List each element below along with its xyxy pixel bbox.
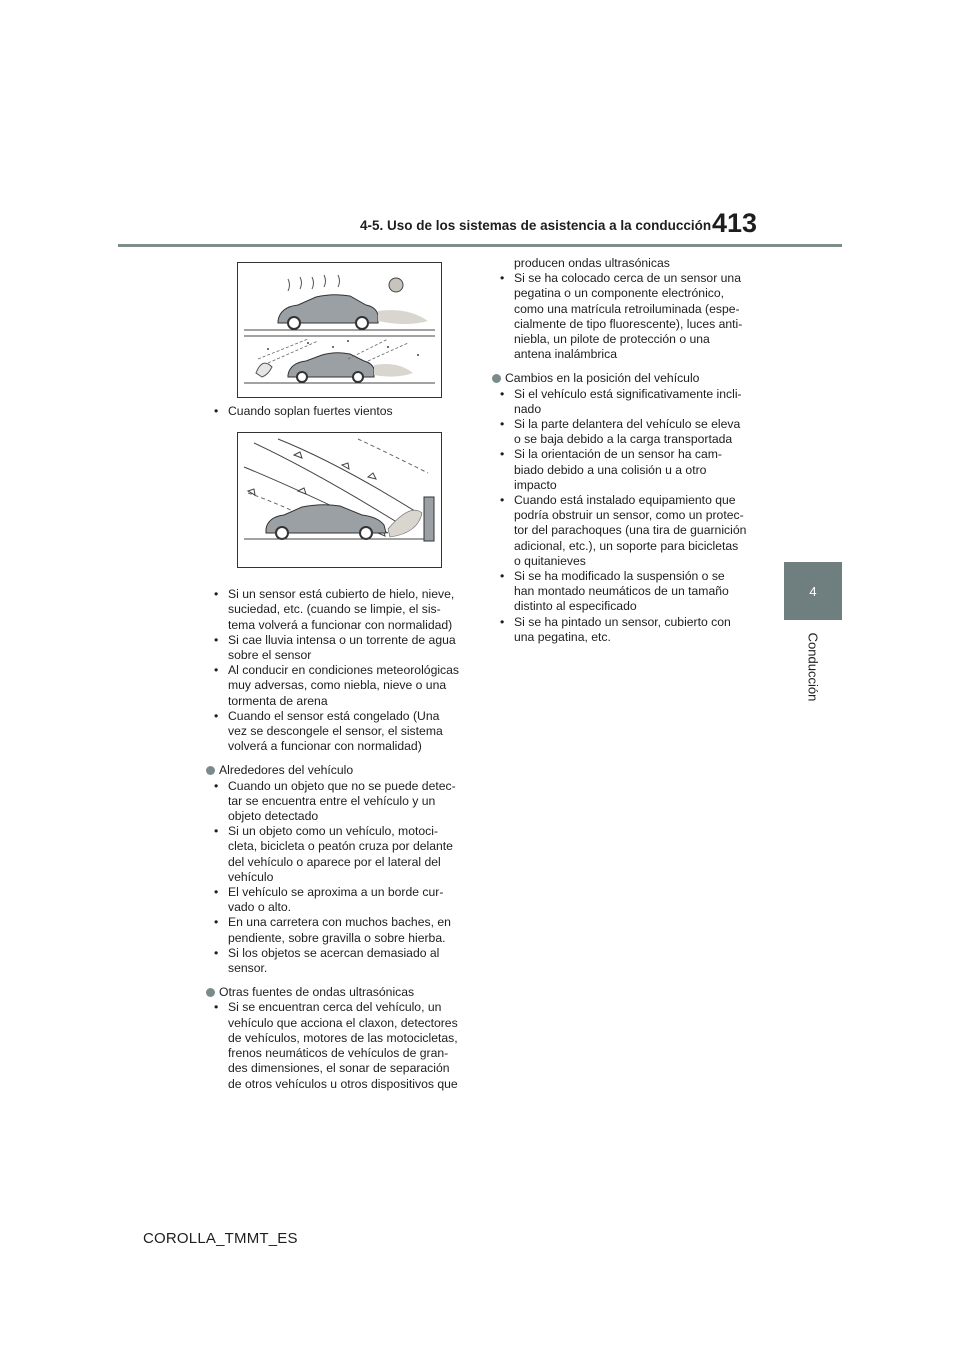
list-item-continuation: vehículo que acciona el claxon, detectores — [228, 1015, 458, 1030]
list-item-continuation: frenos neumáticos de vehículos de gran- — [228, 1046, 449, 1061]
list-item: • Cuando un objeto que no se puede detec- — [206, 779, 468, 794]
list-item: • Cuando el sensor está congelado (Una — [206, 709, 468, 724]
list-item-continuation: cleta, bicicleta o peatón cruza por delante — [228, 839, 453, 854]
chapter-tab[interactable] — [784, 562, 842, 620]
list-item-continuation: impacto — [514, 477, 557, 492]
list-item: • Si se encuentran cerca del vehículo, un — [206, 1000, 468, 1015]
list-item: • Al conducir en condiciones meteorológicas — [206, 663, 468, 678]
list-item-continuation: o quitanieves — [514, 553, 586, 568]
document-code: COROLLA_TMMT_ES — [143, 1230, 298, 1247]
list-item-continuation: del vehículo o aparece por el lateral del — [228, 854, 441, 869]
list-item: • Si se ha modificado la suspensión o se — [492, 569, 754, 584]
list-item-continuation: nado — [514, 401, 542, 416]
list-item: • Si los objetos se acercan demasiado al — [206, 946, 468, 961]
list-item-continuation: cialmente de tipo fluorescente), luces anti- — [514, 316, 743, 331]
list-item: • Si se ha pintado un sensor, cubierto con — [492, 615, 754, 630]
list-item-continuation: sensor. — [228, 961, 268, 976]
figure-spacer — [206, 419, 468, 587]
car-snow-fog-illustration — [238, 263, 441, 397]
list-item-continuation: de vehículos, motores de las motocicletas, — [228, 1030, 458, 1045]
list-item-continuation: niebla, un pilote de protección o una — [514, 332, 710, 347]
page-number: 413 — [712, 208, 758, 238]
chapter-label: Conducción — [805, 632, 821, 702]
list-item-continuation: vehículo — [228, 869, 274, 884]
list-item: • Si el vehículo está significativamente incli- — [492, 387, 754, 402]
list-item-continuation: vez se descongele el sensor, el sistema — [228, 724, 443, 739]
list-item: • Si un sensor está cubierto de hielo, nieve, suciedad, etc. (cuando se limpie, el sis- — [206, 587, 468, 617]
category-heading-position: Cambios en la posición del vehículo — [492, 371, 754, 386]
list-item-continuation: de otros vehículos u otros dispositivos que — [228, 1076, 458, 1091]
list-item-continuation: tor del parachoques (una tira de guarnición — [514, 523, 747, 538]
list-item-continuation: biado debido a una colisión u a otro — [514, 462, 707, 477]
list-item-continuation: antena inalámbrica — [514, 347, 617, 362]
list-item-continuation: muy adversas, como niebla, nieve o una — [228, 678, 447, 693]
right-column — [492, 256, 754, 645]
list-item-continuation: producen ondas ultrasónicas — [514, 256, 670, 270]
list-item-continuation: volverá a funcionar con normalidad) — [228, 739, 422, 754]
list-item-continuation: adicional, etc.), un soporte para bicicletas — [514, 538, 739, 553]
list-item-continuation: pegatina o un componente electrónico, — [514, 286, 725, 301]
list-item-continuation: pendiente, sobre gravilla o sobre hierba. — [228, 930, 446, 945]
list-item-continuation: objeto detectado — [228, 809, 319, 824]
list-item-continuation: podría obstruir un sensor, como un protec- — [514, 508, 744, 523]
list-item: • Si la parte delantera del vehículo se eleva — [492, 417, 754, 432]
list-item-continuation: han montado neumáticos de un tamaño — [514, 584, 729, 599]
list-item-continuation: tormenta de arena — [228, 693, 328, 708]
section-title: 4-5. Uso de los sistemas de asistencia a la conducción — [360, 218, 712, 233]
list-item-continuation: como una matrícula retroiluminada (espe- — [514, 301, 740, 316]
list-item-continuation: sobre el sensor — [228, 648, 312, 663]
figure-caption-wind: • Cuando soplan fuertes vientos — [206, 404, 468, 419]
header-rule — [118, 244, 842, 247]
list-item-continuation: tema volverá a funcionar con normalidad) — [228, 617, 453, 632]
list-item-continuation: vado o alto. — [228, 900, 292, 915]
category-heading-ultrasonic: Otras fuentes de ondas ultrasónicas — [206, 985, 468, 1000]
list-item-continuation: des dimensiones, el sonar de separación — [228, 1061, 450, 1076]
list-item-continuation: una pegatina, etc. — [514, 629, 611, 644]
list-item: • Si la orientación de un sensor ha cam- — [492, 447, 754, 462]
list-item: • Si cae lluvia intensa o un torrente de agua — [206, 633, 468, 648]
list-item: • Cuando está instalado equipamiento que — [492, 493, 754, 508]
left-column — [206, 404, 468, 1092]
list-item: • Si se ha colocado cerca de un sensor una — [492, 271, 754, 286]
list-item-continuation: tar se encuentra entre el vehículo y un — [228, 793, 436, 808]
list-item-continuation: o se baja debido a la carga transportada — [514, 432, 733, 447]
chapter-number: 4 — [809, 583, 817, 599]
list-item: • Si un objeto como un vehículo, motoci- — [206, 824, 468, 839]
list-item: • En una carretera con muchos baches, en — [206, 915, 468, 930]
list-item-continuation: distinto al especificado — [514, 599, 637, 614]
figure-snow-fog — [237, 262, 442, 398]
list-item: • El vehículo se aproxima a un borde cur- — [206, 885, 468, 900]
category-heading-surroundings: Alrededores del vehículo — [206, 763, 468, 778]
